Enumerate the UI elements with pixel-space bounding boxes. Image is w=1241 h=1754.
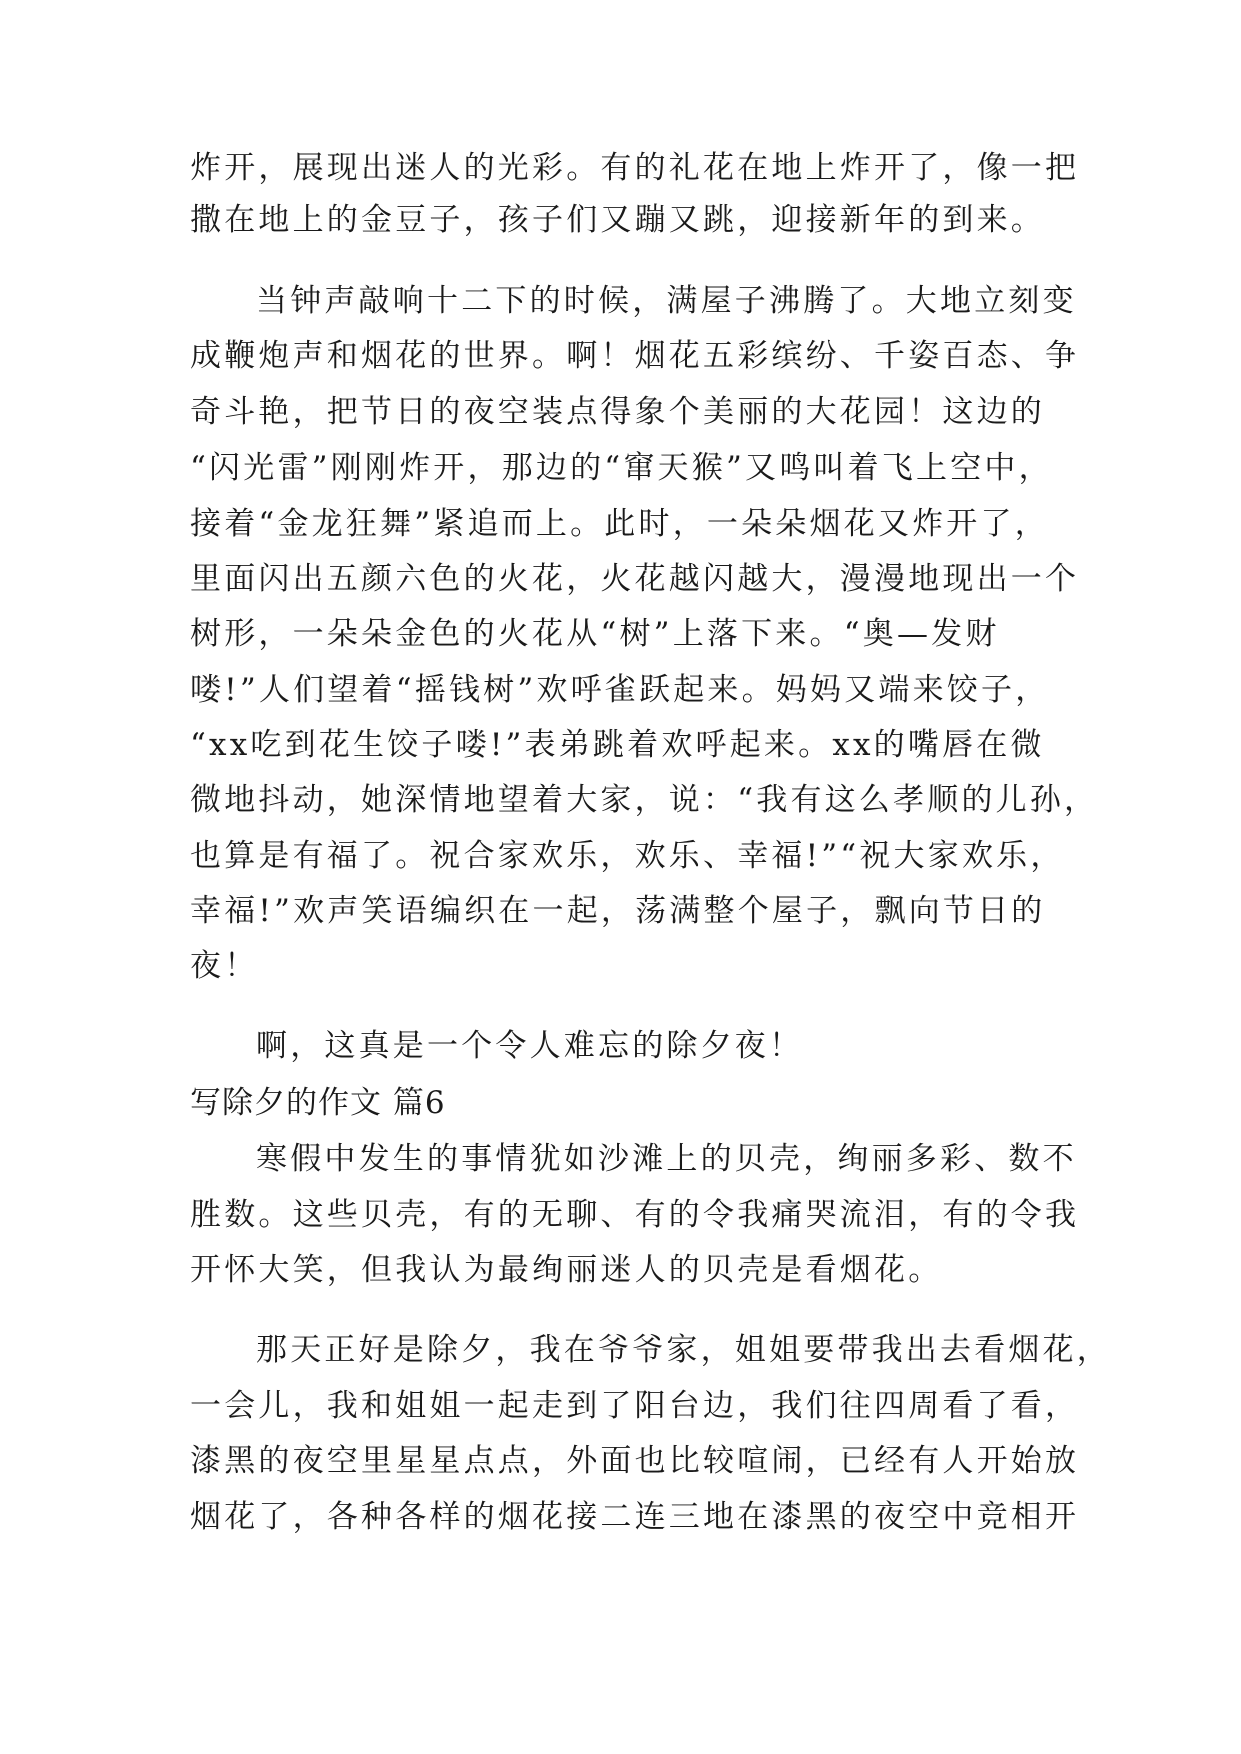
text-line: 里面闪出五颜六色的火花，火花越闪越大，漫漫地现出一个 — [190, 561, 1080, 597]
text-line: 胜数。这些贝壳，有的无聊、有的令我痛哭流泪，有的令我 — [190, 1197, 1080, 1233]
text-line: 也算是有福了。祝合家欢乐，欢乐、幸福!”“祝大家欢乐， — [190, 838, 1065, 874]
text-line: “闪光雷”刚刚炸开，那边的“窜天猴”又鸣叫着飞上空中， — [190, 450, 1053, 486]
section-heading: 写除夕的作文 篇6 — [190, 1085, 446, 1121]
text-line: 那天正好是除夕，我在爷爷家，姐姐要带我出去看烟花， — [256, 1332, 1111, 1368]
text-line: 当钟声敲响十二下的时候，满屋子沸腾了。大地立刻变 — [256, 283, 1077, 319]
text-line: 幸福!”欢声笑语编织在一起，荡满整个屋子，飘向节日的 — [190, 893, 1046, 929]
text-line: 微地抖动，她深情地望着大家，说：“我有这么孝顺的儿孙， — [190, 782, 1099, 818]
text-line: 漆黑的夜空里星星点点，外面也比较喧闹，已经有人开始放 — [190, 1443, 1080, 1479]
text-line: 喽!”人们望着“摇钱树”欢呼雀跃起来。妈妈又端来饺子， — [190, 672, 1050, 708]
text-line: 树形，一朵朵金色的火花从“树”上落下来。“奥—发财 — [190, 616, 1000, 652]
text-line: 夜！ — [190, 948, 259, 984]
text-line: 炸开，展现出迷人的光彩。有的礼花在地上炸开了，像一把 — [190, 150, 1080, 186]
text-line: 开怀大笑，但我认为最绚丽迷人的贝壳是看烟花。 — [190, 1252, 943, 1288]
text-line: 奇斗艳，把节日的夜空装点得象个美丽的大花园！这边的 — [190, 394, 1045, 430]
text-line: 烟花了，各种各样的烟花接二连三地在漆黑的夜空中竞相开 — [190, 1499, 1080, 1535]
text-line: 撒在地上的金豆子，孩子们又蹦又跳，迎接新年的到来。 — [190, 202, 1045, 238]
text-line: 成鞭炮声和烟花的世界。啊！烟花五彩缤纷、千姿百态、争 — [190, 338, 1080, 374]
text-line: 啊，这真是一个令人难忘的除夕夜！ — [256, 1028, 804, 1064]
text-line: 寒假中发生的事情犹如沙滩上的贝壳，绚丽多彩、数不 — [256, 1141, 1077, 1177]
text-line: “xx吃到花生饺子喽!”表弟跳着欢呼起来。xx的嘴唇在微 — [190, 727, 1045, 763]
text-line: 一会儿，我和姐姐一起走到了阳台边，我们往四周看了看， — [190, 1388, 1080, 1424]
text-line: 接着“金龙狂舞”紧追而上。此时，一朵朵烟花又炸开了， — [190, 506, 1049, 542]
